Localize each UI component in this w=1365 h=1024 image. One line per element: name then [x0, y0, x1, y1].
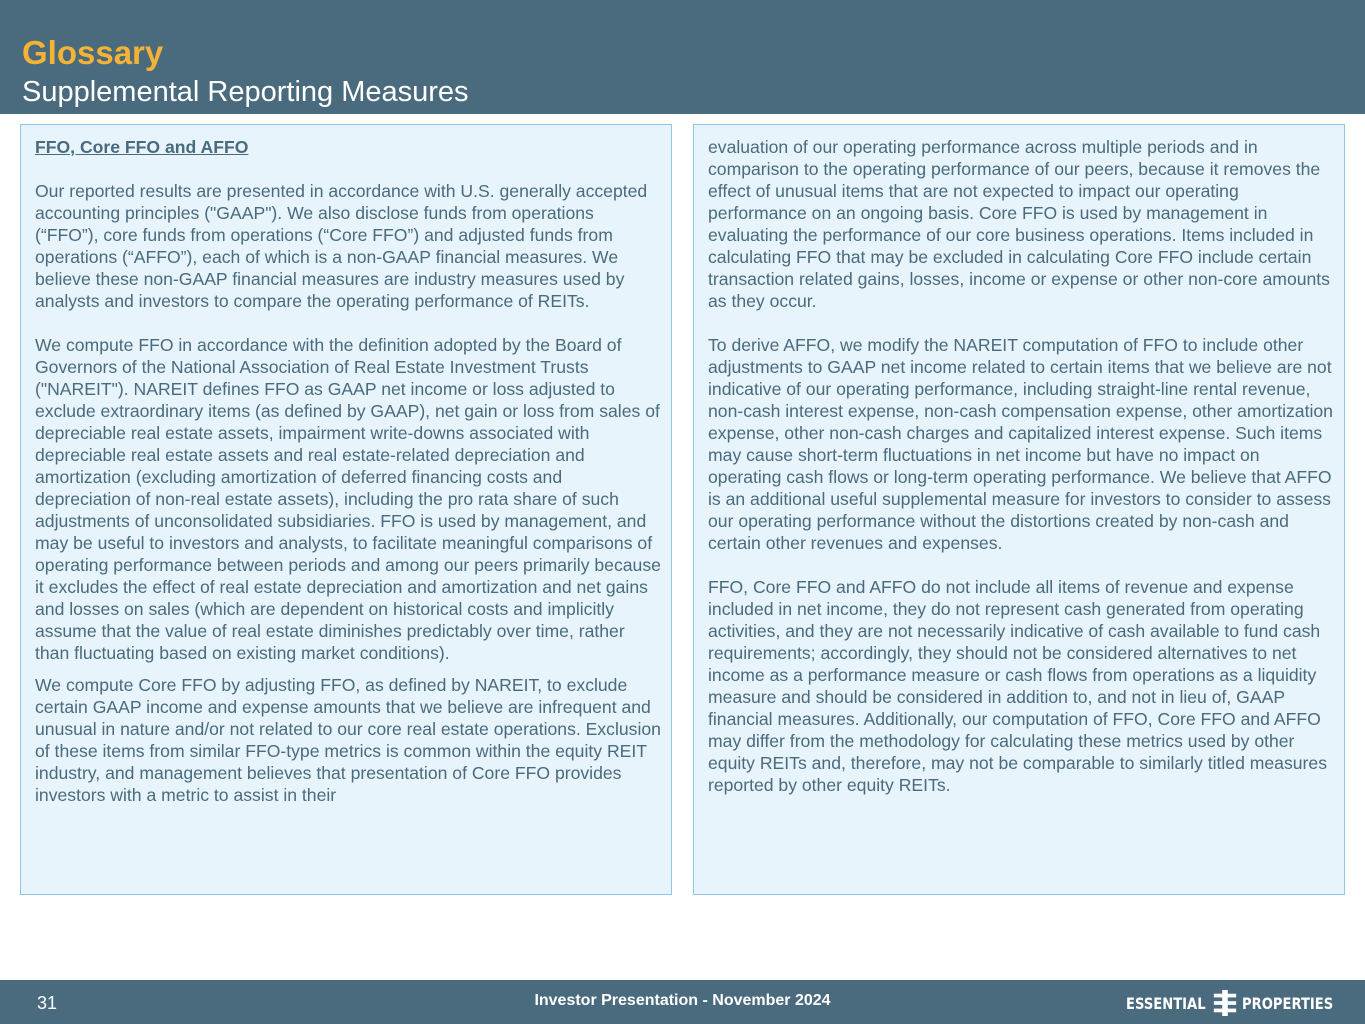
section-heading: FFO, Core FFO and AFFO — [35, 137, 249, 157]
paragraph: FFO, Core FFO and AFFO do not include all items of revenue and expense included in net income, they do not represent cash generated from operating activities, and they are not necessarily indicative of cash available to fund cash requirements; accordingly, they should not be considered alternatives to net income as a performance measure or cash flows from operations as a liquidity measure and should be considered in addition to, and not in lieu of, GAAP financial measures. Additionally, our computation of FFO, Core FFO and AFFO may differ from the methodology for calculating these metrics used by other equity REITs and, therefore, may not be comparable to similarly titled measures reported by other equity REITs. — [708, 577, 1327, 795]
page-title: Glossary — [22, 34, 164, 71]
paragraph: To derive AFFO, we modify the NAREIT computation of FFO to include other adjustments to GAAP net income related to certain items that we believe are not indicative of our operating performance, including straight-line rental revenue, non-cash interest expense, non-cash compensation expense, other amortization expense, other non-cash charges and capitalized interest expense. Such items may cause short-term fluctuations in net income but have no impact on operating cash flows or long-term operating performance. We believe that AFFO is an additional useful supplemental measure for investors to consider to assess our operating performance without the distortions created by non-cash and certain other revenues and expenses. — [708, 335, 1333, 553]
page-subtitle: Supplemental Reporting Measures — [22, 76, 469, 108]
logo-word-properties: PROPERTIES — [1242, 993, 1334, 1013]
paragraph: evaluation of our operating performance across multiple periods and in comparison to the operating performance of our peers, because it removes the effect of unusual items that are not expected to impact our operating performance on an ongoing basis. Core FFO is used by management in evaluating the performance of our core business operations. Items included in calculating FFO that may be excluded in calculating Core FFO include certain transaction related gains, losses, income or expense or other non-core amounts as they occur. — [708, 137, 1330, 311]
paragraph: We compute Core FFO by adjusting FFO, as defined by NAREIT, to exclude certain GAAP income and expense amounts that we believe are infrequent and unusual in nature and/or not related to our core real estate operations. Exclusion of these items from similar FFO-type metrics is common within the equity REIT industry, and management believes that presentation of Core FFO provides investors with a metric to assist in their — [35, 675, 661, 805]
company-logo — [1126, 988, 1338, 1018]
logo-word-essential: ESSENTIAL — [1126, 993, 1206, 1013]
page-number: 31 — [37, 993, 58, 1013]
right-text-panel — [693, 124, 1345, 895]
left-text-panel — [20, 124, 672, 895]
logo-mark-icon — [1212, 988, 1238, 1018]
footer-caption: Investor Presentation - November 2024 — [534, 992, 831, 1009]
paragraph: We compute FFO in accordance with the definition adopted by the Board of Governors of the National Association of Real Estate Investment Trusts ("NAREIT"). NAREIT defines FFO as GAAP net income or loss adjusted to exclude extraordinary items (as defined by GAAP), net gain or loss from sales of depreciable real estate assets, impairment write-downs associated with depreciable real estate assets and real estate-related depreciation and amortization (excluding amortization of deferred financing costs and depreciation of non-real estate assets), including the pro rata share of such adjustments of unconsolidated subsidiaries. FFO is used by management, and may be useful to investors and analysts, to facilitate meaningful comparisons of operating performance between periods and among our peers primarily because it excludes the effect of real estate depreciation and amortization and net gains and losses on sales (which are dependent on historical costs and implicitly assume that the value of real estate diminishes predictably over time, rather than fluctuating based on existing market conditions). — [35, 335, 661, 663]
paragraph: Our reported results are presented in accordance with U.S. generally accepted accounting principles ("GAAP"). We also disclose funds from operations (“FFO”), core funds from operations (“Core FFO”) and adjusted funds from operations (“AFFO”), each of which is a non-GAAP financial measures. We believe these non-GAAP financial measures are industry measures used by analysts and investors to compare the operating performance of REITs. — [35, 181, 648, 311]
footer-bar — [0, 980, 1365, 1024]
header-bar — [0, 0, 1365, 114]
